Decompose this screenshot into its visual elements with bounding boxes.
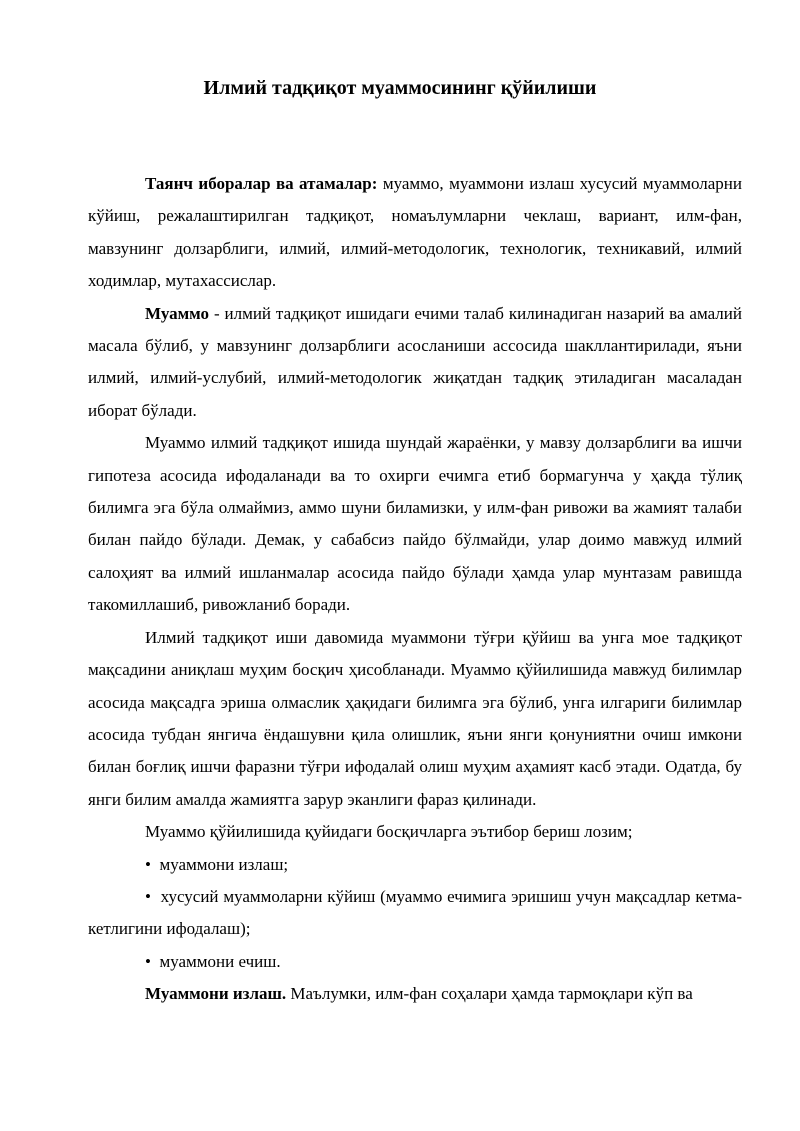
paragraph xyxy=(88,622,742,816)
list-item xyxy=(88,881,742,946)
document-title: Илмий тадқиқот муаммосининг қўйилиши xyxy=(203,77,597,99)
paragraph-text: Маълумки, илм-фан соҳалари ҳамда тармоқлари кўп ва xyxy=(286,984,693,1004)
paragraph-lead: Муаммони излаш. xyxy=(145,984,287,1004)
paragraph-text: - илмий тадқиқот ишидаги ечими талаб килинадиган назарий ва амалий масала бўлиб, у мавзунинг долзарблиги асосланиши ассосида шакллантирилади, яъни илмий, илмий-услубий, илмий-методологик жиқатдан тадқиқ этиладиган масаладан иборат бўлади. xyxy=(88,303,742,420)
bullet-marker: • xyxy=(145,886,151,906)
bullet-marker: • xyxy=(145,951,151,971)
list-item-text: хусусий муаммоларни кўйиш (муаммо ечимига эришиш учун мақсадлар кетма-кетлигини ифодалаш); xyxy=(88,886,742,939)
paragraph-text: Муаммо илмий тадқиқот ишида шундай жараёнки, у мавзу долзарблиги ва ишчи гипотеза асосида ифодаланади ва то охирги ечимга етиб бормагунча у ҳақда тўлиқ билимга эга бўла олмаймиз, аммо шуни биламизки, у илм-фан ривожи ва жамият талаби билан пайдо бўлади. Демак, у сабабсиз пайдо бўлмайди, улар доимо мавжуд илмий салоҳият ва илмий ишланмалар асосида пайдо бўлади ҳамда улар мунтазам равишда такомиллашиб, ривожланиб боради. xyxy=(88,433,742,615)
document-body xyxy=(88,168,742,1011)
paragraph-text: Илмий тадқиқот иши давомида муаммони тўғри қўйиш ва унга мое тадқиқот мақсадини аниқлаш муҳим босқич ҳисобланади. Муаммо қўйилишида мавжуд билимлар асосида мақсадга эриша олмаслик ҳақидаги билимга эга бўлиб, унга илгариги билимлар асосида тубдан янгича ёндашувни қила олишлик, яъни янги қонуниятни очиш имкони билан боғлиқ ишчи фаразни тўғри ифодалай олиш муҳим аҳамият касб этади. Одатда, бу янги билим амалда жамиятга зарур эканлиги фараз қилинади. xyxy=(88,627,742,809)
paragraph-lead: Таянч иборалар ва атамалар: xyxy=(145,174,378,193)
list-item xyxy=(88,849,742,881)
list-item-text: муаммони излаш; xyxy=(159,854,289,874)
paragraph-text: муаммо, муаммони излаш хусусий муаммоларни кўйиш, режалаштирилган тадқиқот, номаълумларни чеклаш, вариант, илм-фан, мавзунинг долзарблиги, илмий, илмий-методологик, технологик, техникавий, илмий ходимлар, мутахассислар. xyxy=(88,174,743,291)
list-item xyxy=(88,946,742,978)
paragraph xyxy=(88,816,742,848)
paragraph xyxy=(88,427,742,621)
paragraph-problem-definition xyxy=(88,298,742,428)
paragraph-search-problem xyxy=(88,978,742,1010)
paragraph-key-terms xyxy=(88,168,742,298)
list-item-text: муаммони ечиш. xyxy=(159,951,281,971)
bullet-marker: • xyxy=(145,854,151,874)
paragraph-text: Муаммо қўйилишида қуйидаги босқичларга эътибор бериш лозим; xyxy=(145,822,633,842)
paragraph-lead: Муаммо xyxy=(145,303,210,323)
